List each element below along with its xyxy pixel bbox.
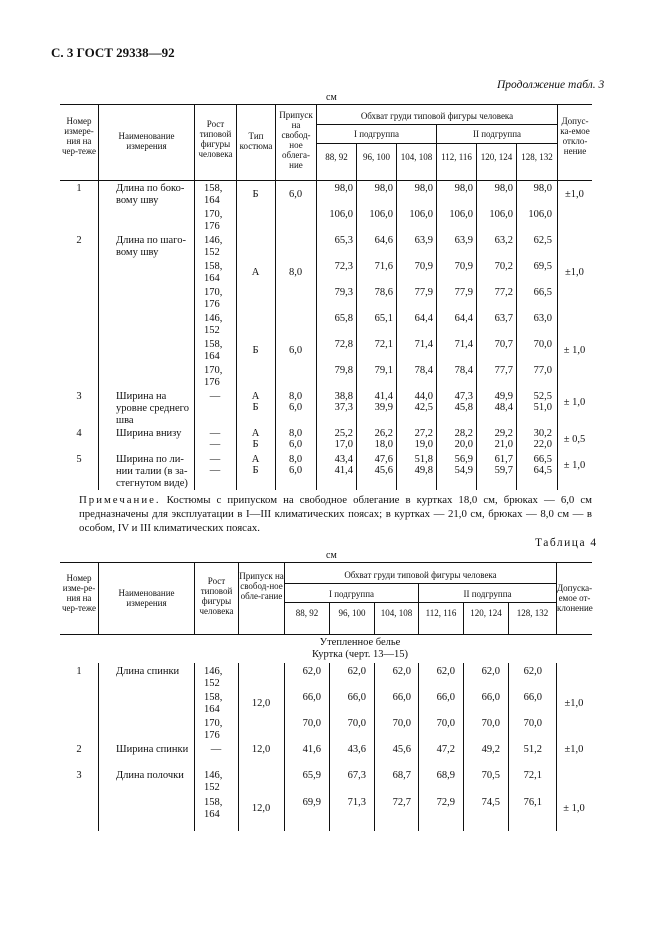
girth-value: 98,0 — [533, 183, 552, 194]
girth-value: 77,7 — [494, 365, 513, 376]
measurement-name: Ширина внизу — [116, 428, 182, 439]
suit-type: Б — [252, 439, 259, 450]
girth-value: 72,1 — [374, 339, 393, 350]
height-value: — — [209, 454, 221, 465]
t3-h-col: 120, 124 — [480, 152, 513, 162]
girth-value: 70,9 — [454, 261, 473, 272]
girth-value: 48,4 — [494, 402, 513, 413]
table4-title: Таблица 4 — [535, 537, 598, 549]
girth-value: 41,4 — [374, 391, 393, 402]
suit-type: Б — [252, 465, 259, 476]
height-value: — — [209, 465, 221, 476]
girth-value: 70,0 — [481, 718, 500, 729]
allowance-value: 8,0 — [288, 454, 303, 465]
tolerance-value: ±1,0 — [565, 189, 584, 200]
girth-value: 30,2 — [533, 428, 552, 439]
allowance-value: 6,0 — [288, 402, 303, 413]
girth-value: 68,7 — [392, 770, 411, 781]
t3-h-col: 104, 108 — [400, 152, 433, 162]
girth-value: 45,6 — [392, 744, 411, 755]
girth-value: 63,9 — [414, 235, 433, 246]
tolerance-value: ± 1,0 — [563, 803, 585, 814]
girth-value: 29,2 — [494, 428, 513, 439]
suit-type: А — [251, 391, 260, 402]
tolerance-value: ± 1,0 — [563, 345, 586, 356]
girth-value: 70,7 — [494, 339, 513, 350]
girth-value: 62,0 — [523, 666, 542, 677]
girth-value: 72,7 — [392, 797, 411, 808]
height-value: — — [209, 391, 221, 402]
girth-value: 77,0 — [533, 365, 552, 376]
girth-value: 49,8 — [414, 465, 433, 476]
girth-value: 51,0 — [533, 402, 552, 413]
girth-value: 66,5 — [533, 287, 552, 298]
t4-h-col: 104, 108 — [380, 608, 413, 618]
girth-value: 106,0 — [489, 209, 513, 220]
girth-value: 106,0 — [329, 209, 353, 220]
tolerance-value: ± 0,5 — [563, 434, 586, 445]
girth-value: 79,3 — [334, 287, 353, 298]
girth-value: 78,4 — [414, 365, 433, 376]
girth-value: 62,0 — [302, 666, 321, 677]
allowance-value: 6,0 — [288, 345, 303, 356]
tolerance-value: ±1,0 — [564, 744, 584, 755]
girth-value: 98,0 — [374, 183, 393, 194]
girth-value: 47,3 — [454, 391, 473, 402]
tolerance-value: ± 1,0 — [563, 397, 586, 408]
page-header: С. 3 ГОСТ 29338—92 — [51, 45, 175, 60]
table4-unit: см — [326, 550, 337, 561]
height-value: 158, 164 — [204, 692, 223, 715]
girth-value: 71,6 — [374, 261, 393, 272]
measurement-name: Длина спинки — [116, 666, 180, 677]
girth-value: 38,8 — [334, 391, 353, 402]
height-value: 158, 164 — [204, 797, 223, 820]
girth-value: 64,5 — [533, 465, 552, 476]
height-value: — — [209, 439, 221, 450]
t4-section-title: Утепленное белье — [319, 637, 401, 648]
girth-value: 47,2 — [436, 744, 455, 755]
row-number: 3 — [76, 770, 82, 781]
allowance-value: 12,0 — [251, 698, 271, 709]
table3-unit: см — [326, 92, 337, 103]
height-value: 170, 176 — [204, 365, 223, 388]
girth-value: 70,0 — [533, 339, 552, 350]
suit-type: Б — [252, 189, 259, 200]
girth-value: 66,0 — [481, 692, 500, 703]
girth-value: 62,0 — [392, 666, 411, 677]
girth-value: 62,0 — [436, 666, 455, 677]
row-number: 2 — [76, 235, 82, 246]
girth-value: 77,9 — [454, 287, 473, 298]
girth-value: 70,0 — [392, 718, 411, 729]
girth-value: 20,0 — [454, 439, 473, 450]
girth-value: 63,0 — [533, 313, 552, 324]
girth-value: 59,7 — [494, 465, 513, 476]
girth-value: 66,0 — [436, 692, 455, 703]
girth-value: 70,9 — [414, 261, 433, 272]
girth-value: 43,4 — [334, 454, 353, 465]
girth-value: 77,2 — [494, 287, 513, 298]
height-value: 146, 152 — [204, 313, 223, 336]
t3-h-col: 128, 132 — [521, 152, 553, 162]
girth-value: 72,9 — [436, 797, 455, 808]
t3-h-sub2: II подгруппа — [472, 129, 522, 139]
t4-section-subtitle: Куртка (черт. 13—15) — [312, 649, 408, 660]
row-number: 1 — [76, 666, 82, 677]
height-value: 146, 152 — [204, 770, 223, 793]
height-value: 146, 152 — [204, 666, 223, 689]
tolerance-value: ±1,0 — [564, 698, 584, 709]
height-value: — — [209, 428, 221, 439]
t4-h-height: Рост типовой фигуры человека — [199, 576, 234, 616]
girth-value: 77,9 — [414, 287, 433, 298]
girth-value: 70,0 — [347, 718, 366, 729]
allowance-value: 6,0 — [288, 465, 303, 476]
height-value: 158, 164 — [204, 183, 223, 206]
height-value: 170, 176 — [204, 209, 223, 232]
allowance-value: 8,0 — [288, 391, 303, 402]
height-value: 170, 176 — [204, 718, 223, 741]
allowance-value: 8,0 — [288, 428, 303, 439]
girth-value: 70,0 — [523, 718, 542, 729]
t4-h-col: 88, 92 — [295, 608, 319, 618]
t4-h-col: 112, 116 — [425, 608, 457, 618]
girth-value: 22,0 — [533, 439, 552, 450]
girth-value: 70,5 — [481, 770, 500, 781]
girth-value: 78,6 — [374, 287, 393, 298]
girth-value: 62,0 — [347, 666, 366, 677]
girth-value: 45,8 — [454, 402, 473, 413]
measurement-name: Длина полочки — [116, 770, 184, 781]
t3-h-allowance: Припуск на свобод-ное облега-ние — [279, 110, 313, 170]
girth-value: 106,0 — [369, 209, 393, 220]
girth-value: 98,0 — [414, 183, 433, 194]
girth-value: 66,0 — [523, 692, 542, 703]
girth-value: 64,4 — [414, 313, 433, 324]
girth-value: 69,9 — [302, 797, 321, 808]
girth-value: 54,9 — [454, 465, 473, 476]
t3-h-type: Тип костюма — [239, 131, 273, 151]
girth-value: 65,1 — [374, 313, 393, 324]
measurement-name: Ширина спинки — [116, 744, 189, 755]
girth-value: 71,3 — [347, 797, 366, 808]
t4-h-allowance: Припуск на свобод-ное обле-гание — [239, 571, 284, 601]
tolerance-value: ±1,0 — [565, 267, 584, 278]
t4-h-col: 96, 100 — [338, 608, 366, 618]
suit-type: А — [251, 267, 260, 278]
girth-value: 65,8 — [334, 313, 353, 324]
height-value: 146, 152 — [204, 235, 223, 258]
girth-value: 62,0 — [481, 666, 500, 677]
girth-value: 61,7 — [494, 454, 513, 465]
tolerance-value: ± 1,0 — [563, 460, 586, 471]
girth-value: 79,1 — [374, 365, 393, 376]
girth-value: 49,9 — [494, 391, 513, 402]
girth-value: 44,0 — [414, 391, 433, 402]
girth-value: 106,0 — [528, 209, 552, 220]
t3-h-name: Наименование измерения — [118, 131, 175, 151]
height-value: 170, 176 — [204, 287, 223, 310]
note-text: Костюмы с припуском на свободное облегание в куртках 18,0 см, брюках — 6,0 см предназначены для эксплуатации в I—III климатических поясах; в куртках — 21,0 см, брюках — 8,0 см — в особом, IV и III климатических поясах. — [79, 494, 592, 534]
height-value: 158, 164 — [204, 261, 223, 284]
girth-value: 27,2 — [414, 428, 433, 439]
note-label: Примечание. — [79, 494, 161, 506]
note — [79, 493, 592, 535]
girth-value: 17,0 — [334, 439, 353, 450]
girth-value: 64,4 — [454, 313, 473, 324]
t4-h-num: Номер изме-ре-ния на чер-теже — [61, 573, 97, 613]
girth-value: 67,3 — [347, 770, 366, 781]
girth-value: 79,8 — [334, 365, 353, 376]
girth-value: 25,2 — [334, 428, 353, 439]
measurement-name: Ширина на уровне среднего шва — [116, 391, 189, 426]
girth-value: 106,0 — [409, 209, 433, 220]
girth-value: 65,9 — [302, 770, 321, 781]
girth-value: 98,0 — [334, 183, 353, 194]
girth-value: 63,2 — [494, 235, 513, 246]
girth-value: 28,2 — [454, 428, 473, 439]
t3-h-col: 112, 116 — [441, 152, 472, 162]
girth-value: 51,2 — [523, 744, 542, 755]
girth-value: 66,5 — [533, 454, 552, 465]
girth-value: 68,9 — [436, 770, 455, 781]
girth-value: 56,9 — [454, 454, 473, 465]
girth-value: 63,9 — [454, 235, 473, 246]
girth-value: 47,6 — [374, 454, 393, 465]
allowance-value: 8,0 — [288, 267, 303, 278]
suit-type: А — [251, 428, 260, 439]
t3-h-col: 88, 92 — [325, 152, 348, 162]
t4-h-girth: Обхват груди типовой фигуры человека — [344, 570, 497, 580]
girth-value: 64,6 — [374, 235, 393, 246]
row-number: 2 — [76, 744, 82, 755]
girth-value: 74,5 — [481, 797, 500, 808]
suit-type: А — [251, 454, 260, 465]
girth-value: 69,5 — [533, 261, 552, 272]
suit-type: Б — [252, 402, 259, 413]
t3-h-girth: Обхват груди типовой фигуры человека — [360, 111, 514, 121]
girth-value: 71,4 — [454, 339, 473, 350]
girth-value: 39,9 — [374, 402, 393, 413]
height-value: — — [210, 744, 222, 755]
girth-value: 72,3 — [334, 261, 353, 272]
row-number: 3 — [76, 391, 82, 402]
measurement-name: Ширина по ли-нии талии (в за-стегнутом виде) — [116, 454, 188, 489]
girth-value: 72,1 — [523, 770, 542, 781]
girth-value: 106,0 — [449, 209, 473, 220]
row-number: 1 — [76, 183, 82, 194]
girth-value: 66,0 — [392, 692, 411, 703]
girth-value: 66,0 — [302, 692, 321, 703]
allowance-value: 6,0 — [288, 189, 303, 200]
girth-value: 98,0 — [454, 183, 473, 194]
girth-value: 21,0 — [494, 439, 513, 450]
t4-h-sub2: II подгруппа — [463, 589, 512, 599]
girth-value: 70,0 — [302, 718, 321, 729]
girth-value: 62,5 — [533, 235, 552, 246]
t3-h-height: Рост типовой фигуры человека — [198, 119, 233, 159]
girth-value: 70,0 — [436, 718, 455, 729]
t4-h-col: 120, 124 — [470, 608, 502, 618]
t3-h-num: Номер измере-ния на чер-теже — [61, 116, 97, 156]
t4-h-sub1: I подгруппа — [328, 589, 375, 599]
girth-value: 78,4 — [454, 365, 473, 376]
girth-value: 41,6 — [302, 744, 321, 755]
girth-value: 43,6 — [347, 744, 366, 755]
suit-type: Б — [252, 345, 259, 356]
girth-value: 42,5 — [414, 402, 433, 413]
measurement-name: Длина по шаго-вому шву — [116, 235, 186, 258]
girth-value: 98,0 — [494, 183, 513, 194]
girth-value: 76,1 — [523, 797, 542, 808]
t3-h-sub1: I подгруппа — [353, 129, 400, 139]
allowance-value: 12,0 — [251, 803, 271, 814]
girth-value: 41,4 — [334, 465, 353, 476]
measurement-name: Длина по боко-вому шву — [116, 183, 185, 206]
girth-value: 72,8 — [334, 339, 353, 350]
girth-value: 52,5 — [533, 391, 552, 402]
girth-value: 66,0 — [347, 692, 366, 703]
t4-h-name: Наименование измерения — [118, 588, 175, 608]
girth-value: 51,8 — [414, 454, 433, 465]
girth-value: 19,0 — [414, 439, 433, 450]
girth-value: 65,3 — [334, 235, 353, 246]
height-value: 158, 164 — [204, 339, 223, 362]
row-number: 4 — [76, 428, 82, 439]
row-number: 5 — [76, 454, 82, 465]
girth-value: 18,0 — [374, 439, 393, 450]
t3-h-col: 96, 100 — [363, 152, 390, 162]
allowance-value: 12,0 — [251, 744, 271, 755]
girth-value: 63,7 — [494, 313, 513, 324]
t4-h-col: 128, 132 — [516, 608, 549, 618]
t4-h-tol: Допуска-емое от-клонение — [557, 583, 593, 613]
girth-value: 71,4 — [414, 339, 433, 350]
girth-value: 45,6 — [374, 465, 393, 476]
girth-value: 37,3 — [334, 402, 353, 413]
continuation-label: Продолжение табл. 3 — [497, 79, 605, 91]
girth-value: 26,2 — [374, 428, 393, 439]
girth-value: 49,2 — [481, 744, 500, 755]
t3-h-tol: Допус-ка-емое откло-нение — [560, 116, 590, 156]
girth-value: 70,2 — [494, 261, 513, 272]
allowance-value: 6,0 — [288, 439, 303, 450]
